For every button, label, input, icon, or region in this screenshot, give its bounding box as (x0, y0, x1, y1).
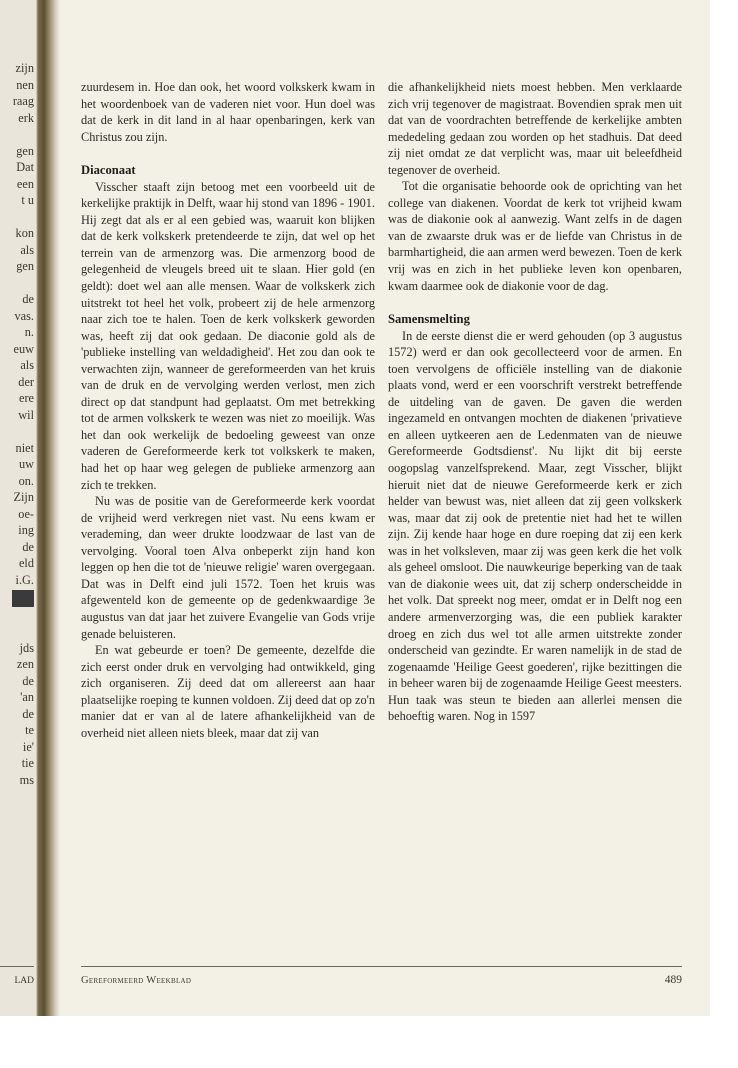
left-column (81, 79, 375, 741)
prev-line: uw (18, 457, 34, 471)
prev-line: ie' (22, 739, 34, 754)
prev-line: een (16, 176, 34, 191)
footer-rule (81, 966, 682, 967)
prev-line: i.G. (15, 572, 34, 587)
prev-line: n. (24, 325, 34, 339)
prev-line: ing (18, 523, 34, 537)
prev-line: ms (19, 772, 34, 787)
previous-page-fragment (0, 60, 34, 788)
prev-line: wil (18, 407, 34, 422)
prev-line: tie (21, 756, 34, 770)
prev-line (0, 209, 34, 226)
prev-line (0, 623, 34, 640)
prev-line (0, 126, 34, 143)
section-heading: Samensmelting (388, 312, 470, 327)
prev-line: niet (15, 440, 34, 455)
prev-line: oe- (18, 506, 34, 521)
prev-line: raag (12, 94, 34, 108)
prev-line (0, 423, 34, 440)
prev-page-black-block (12, 590, 34, 607)
prev-line: erk (18, 110, 34, 125)
prev-line: de (22, 673, 34, 688)
right-column (388, 79, 682, 725)
prev-line: Zijn (13, 490, 34, 504)
prev-line: ere (18, 391, 34, 405)
prev-line: de (22, 706, 34, 721)
paragraph: Nu was de positie van de Gereformeerde kerk voordat de vrijheid werd verkregen niet vast. Nu eens kwam er verademing, dan weer drukte loodzwaar de last van de vervolging. Vooral toen Alva onbeperkt zijn hand kon leggen op hen die tot de 'nieuwe religie' waren overgegaan. Dat was in Delft eind juli 1572. Toen het kruis was afgewenteld kon de gemeente op de gedenkwaardige 3e augustus van dat jaar het zuivere Evangelie van Gods vrije genade beluisteren. (81, 494, 375, 641)
prev-line: gen (16, 143, 34, 158)
prev-footer-text: LAD (14, 976, 34, 986)
prev-line: zen (16, 657, 34, 671)
paragraph: zuurdesem in. Hoe dan ook, het woord volkskerk kwam in het woordenboek van de vaderen niet voor. Hun doel was dat de kerk in dit land in al haar openbaringen, kerk van Christus zou zijn. (81, 80, 375, 144)
paragraph: die afhankelijkheid niets moest hebben. Men verklaarde zich vrij tegenover de magistraat. Bovendien sprak men uit dat van de voordrachten betreffende de kerkelijke ambten mededeling gedaan zou worden op het stadhuis. Dat deed zij niet omdat ze dat verplicht was, maar uit beleefdheid tegenover de overheid. (388, 80, 682, 177)
paragraph: Visscher staaft zijn betoog met een voorbeeld uit de kerkelijke praktijk in Delft, waar hij stond van 1896 - 1901. Hij zegt dat als er al een gebied was, waaruit kon blijken dat de kerk volkskerk pretendeerde te zijn, dat wel op het terrein van de armenzorg was. Die armenzorg bood de gelegenheid de vleugels breed uit te slaan. Hier gold (en geldt): doet wel aan alle mensen. Waar de volkskerk zich uitstrekt tot heel het volk, probeert zij de hele armenzorg naar zich toe te halen. Toen de kerk volkskerk geworden was, heeft zij dat ook gedaan. De diaconie gold als de 'publieke instelling van weldadigheid'. Het zou dan ook te verwachten zijn, wanneer de gereformeerden van het kruis van de druk en de vervolging werden verlost, men zich direct op dat standpunt had geplaatst. Om met betrekking tot de armen volkskerk te wezen was niet zo moeilijk. Was het dan ook werkelijk de bedoeling geweest van onze vaderen de Gereformeerde kerk tot volkskerk te maken, had het op haar weg gelegen de publieke armenzorg aan zich te trekken. (81, 179, 375, 492)
prev-line: de (22, 292, 34, 306)
prev-line: eld (18, 556, 34, 570)
prev-line (0, 607, 34, 624)
prev-line: t u (21, 193, 34, 207)
prev-line: jds (19, 640, 34, 655)
prev-line: on. (18, 473, 34, 488)
footer-publication-title: Gereformeerd Weekblad (81, 975, 192, 986)
prev-line (0, 275, 34, 292)
prev-line: als (20, 242, 34, 257)
prev-line: der (18, 374, 34, 389)
prev-line: nen (16, 77, 34, 92)
prev-line: te (25, 723, 34, 737)
prev-line: zijn (15, 61, 34, 75)
paragraph: En wat gebeurde er toen? De gemeente, dezelfde die zich eerst onder druk en vervolging had ontwikkeld, ging zich organiseren. Zij deed dat om allereerst aan haar plaatselijke roeping te kunnen voldoen. Zij deed dat op zo'n manier dat er van al de latere afhankelijkheid van de overheid niet alleen niets bleek, maar dat zij van (81, 643, 375, 740)
prev-line: 'an (20, 690, 34, 704)
prev-line: de (22, 539, 34, 554)
page-number: 489 (664, 974, 682, 986)
prev-line: gen (16, 259, 34, 273)
scan-margin-bottom (0, 1016, 738, 1068)
prev-line: kon (15, 226, 34, 240)
prev-line: euw (13, 341, 34, 356)
prev-line: vas. (14, 308, 34, 323)
paragraph: In de eerste dienst die er werd gehouden (op 3 augustus 1572) werd er dan ook gecollecteerd voor de armen. En toen vervolgens de officiële instelling van de diakonie plaats vond, werd er een voorschrift verstrekt betreffende de uitdeling van de gaven. De gaven die werden ingezameld en ontvangen mochten de diakenen 'privatieve en alleen uytkeeren aen de Ledenmaten van de nieuwe Gereformeerde Godtsdienst'. Nu lijkt dit bij eerste oogopslag vanzelfsprekend. Maar, zegt Visscher, blijkt hieruit niet dat de nieuwe Gereformeerde kerk er zich helder van bewust was, niet alleen dat zij geen volkskerk was, maar dat zij ook de pretentie niet had het te willen zijn. Zij kende haar hoge en dure roeping dat zij een kerk was in het volksleven, maar zij was geen kerk die het volk als geheel omsloot. Die nauwkeurige beperking van de taak van de diakonie wees uit, dat zij scherp onderscheidde in het volk. Dat spreekt nog meer, omdat er in Delft nog een andere armenverzorging was, die een publiek karakter droeg en zich dus wel tot alle armen uitstrekte zonder onderscheid van gezindte. Er waren namelijk in de stad de zogenaamde 'Heilige Geest goederen', rijke bezittingen die in beheer waren bij de zogenaamde Heilige Geest meesters. Hun taak was steun te bieden aan allerlei mensen die behoeftig waren. Nog in 1597 (388, 328, 682, 724)
scan-margin-right (710, 0, 738, 1068)
prev-footer-rule (0, 966, 34, 967)
paragraph: Tot die organisatie behoorde ook de oprichting van het college van diakenen. Voordat de kerk tot vrijheid kwam was de diakonie ook al aanwezig. Want zelfs in de dagen van de zwaarste druk was er de liefde van Christus in de barmhartigheid, die aan armen werd bewezen. Toen de kerk vrij was en zich in het publieke leven kon openbaren, kwam daarmee ook de diakonie voor de dag. (388, 179, 682, 293)
prev-line: als (20, 358, 34, 372)
section-heading: Diaconaat (81, 163, 136, 178)
prev-line: Dat (16, 160, 34, 174)
